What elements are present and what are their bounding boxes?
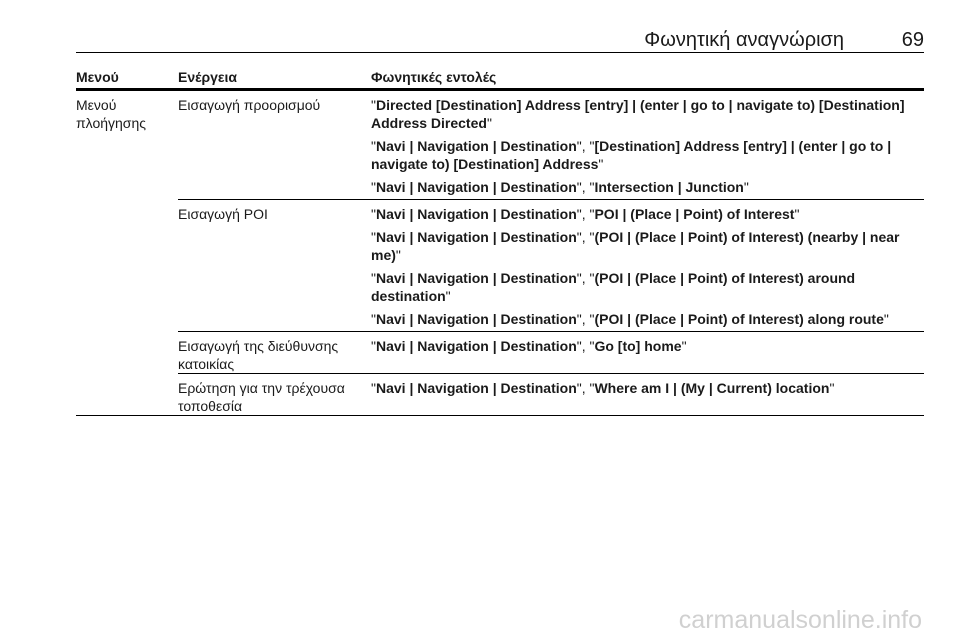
command-punctuation: ", " <box>576 270 595 286</box>
table-row <box>76 91 924 416</box>
command-punctuation: " <box>486 115 492 131</box>
command-punctuation: " <box>371 380 376 396</box>
command-keyword: Navi | Navigation | Destination <box>375 206 577 222</box>
command-punctuation: ", " <box>576 338 595 354</box>
command-punctuation: " <box>371 270 376 286</box>
command-keyword: Directed [Destination] Address [entry] | (enter | go to | navigate to) [Destination] Address Directed <box>371 97 905 131</box>
command-punctuation: " <box>371 97 376 113</box>
page-number: 69 <box>901 29 924 51</box>
page-header <box>76 26 924 53</box>
action-cell: Εισαγωγή POI <box>178 206 268 222</box>
command-keyword: Navi | Navigation | Destination <box>375 338 577 354</box>
action-cell: Εισαγωγή προορισμού <box>178 97 321 113</box>
action-group <box>178 91 924 199</box>
command-punctuation: " <box>371 229 376 245</box>
voice-command <box>371 310 924 328</box>
command-punctuation: ", " <box>576 311 595 327</box>
command-keyword: (POI | (Place | Point) of Interest) (nearby | near me) <box>371 229 900 263</box>
command-punctuation: ", " <box>576 206 595 222</box>
command-keyword: (POI | (Place | Point) of Interest) along route <box>594 311 884 327</box>
voice-command <box>371 137 924 173</box>
command-punctuation: " <box>445 288 451 304</box>
voice-command <box>371 205 924 223</box>
command-punctuation: " <box>794 206 800 222</box>
command-punctuation: " <box>681 338 687 354</box>
command-punctuation: " <box>395 247 401 263</box>
voice-command <box>371 178 924 196</box>
command-punctuation: " <box>371 179 376 195</box>
voice-command-list <box>371 91 924 199</box>
action-group <box>178 199 924 331</box>
voice-commands-table <box>76 68 924 416</box>
command-punctuation: " <box>371 311 376 327</box>
action-cell: Εισαγωγή της διεύθυνσης κατοικίας <box>178 338 339 372</box>
command-keyword: Go [to] home <box>594 338 682 354</box>
menu-cell: Μενού πλοήγησης <box>76 97 146 131</box>
command-keyword: Intersection | Junction <box>594 179 744 195</box>
command-keyword: Navi | Navigation | Destination <box>375 179 577 195</box>
action-cell: Ερώτηση για την τρέχουσα τοποθεσία <box>178 380 345 414</box>
watermark: carmanualsonline.info <box>678 606 922 634</box>
command-punctuation: ", " <box>576 179 595 195</box>
command-punctuation: " <box>371 138 376 154</box>
action-groups <box>178 91 924 415</box>
command-punctuation: ", " <box>576 380 595 396</box>
command-punctuation: " <box>883 311 889 327</box>
voice-command <box>371 337 924 355</box>
command-punctuation: ", " <box>576 138 595 154</box>
page-title: Φωνητική αναγνώριση <box>644 29 844 51</box>
command-keyword: Navi | Navigation | Destination <box>375 380 577 396</box>
voice-command <box>371 379 924 397</box>
command-keyword: Navi | Navigation | Destination <box>375 138 577 154</box>
action-group <box>178 373 924 415</box>
command-punctuation: " <box>371 338 376 354</box>
command-punctuation: " <box>598 156 604 172</box>
voice-command <box>371 96 924 132</box>
voice-command-list <box>371 200 924 331</box>
table-header <box>76 68 924 91</box>
voice-command-list <box>371 374 924 415</box>
command-punctuation: ", " <box>576 229 595 245</box>
command-keyword: (POI | (Place | Point) of Interest) around destination <box>371 270 856 304</box>
column-header-menu: Μενού <box>76 69 119 85</box>
column-header-commands: Φωνητικές εντολές <box>371 69 497 85</box>
command-keyword: POI | (Place | Point) of Interest <box>594 206 795 222</box>
column-header-action: Ενέργεια <box>178 69 238 85</box>
voice-command <box>371 228 924 264</box>
voice-command <box>371 269 924 305</box>
voice-command-list <box>371 332 924 373</box>
command-keyword: Navi | Navigation | Destination <box>375 311 577 327</box>
command-punctuation: " <box>371 206 376 222</box>
command-keyword: [Destination] Address [entry] | (enter | go to | navigate to) [Destination] Address <box>371 138 892 172</box>
command-keyword: Where am I | (My | Current) location <box>594 380 830 396</box>
command-punctuation: " <box>743 179 749 195</box>
command-keyword: Navi | Navigation | Destination <box>375 270 577 286</box>
command-punctuation: " <box>829 380 835 396</box>
action-group <box>178 331 924 373</box>
command-keyword: Navi | Navigation | Destination <box>375 229 577 245</box>
